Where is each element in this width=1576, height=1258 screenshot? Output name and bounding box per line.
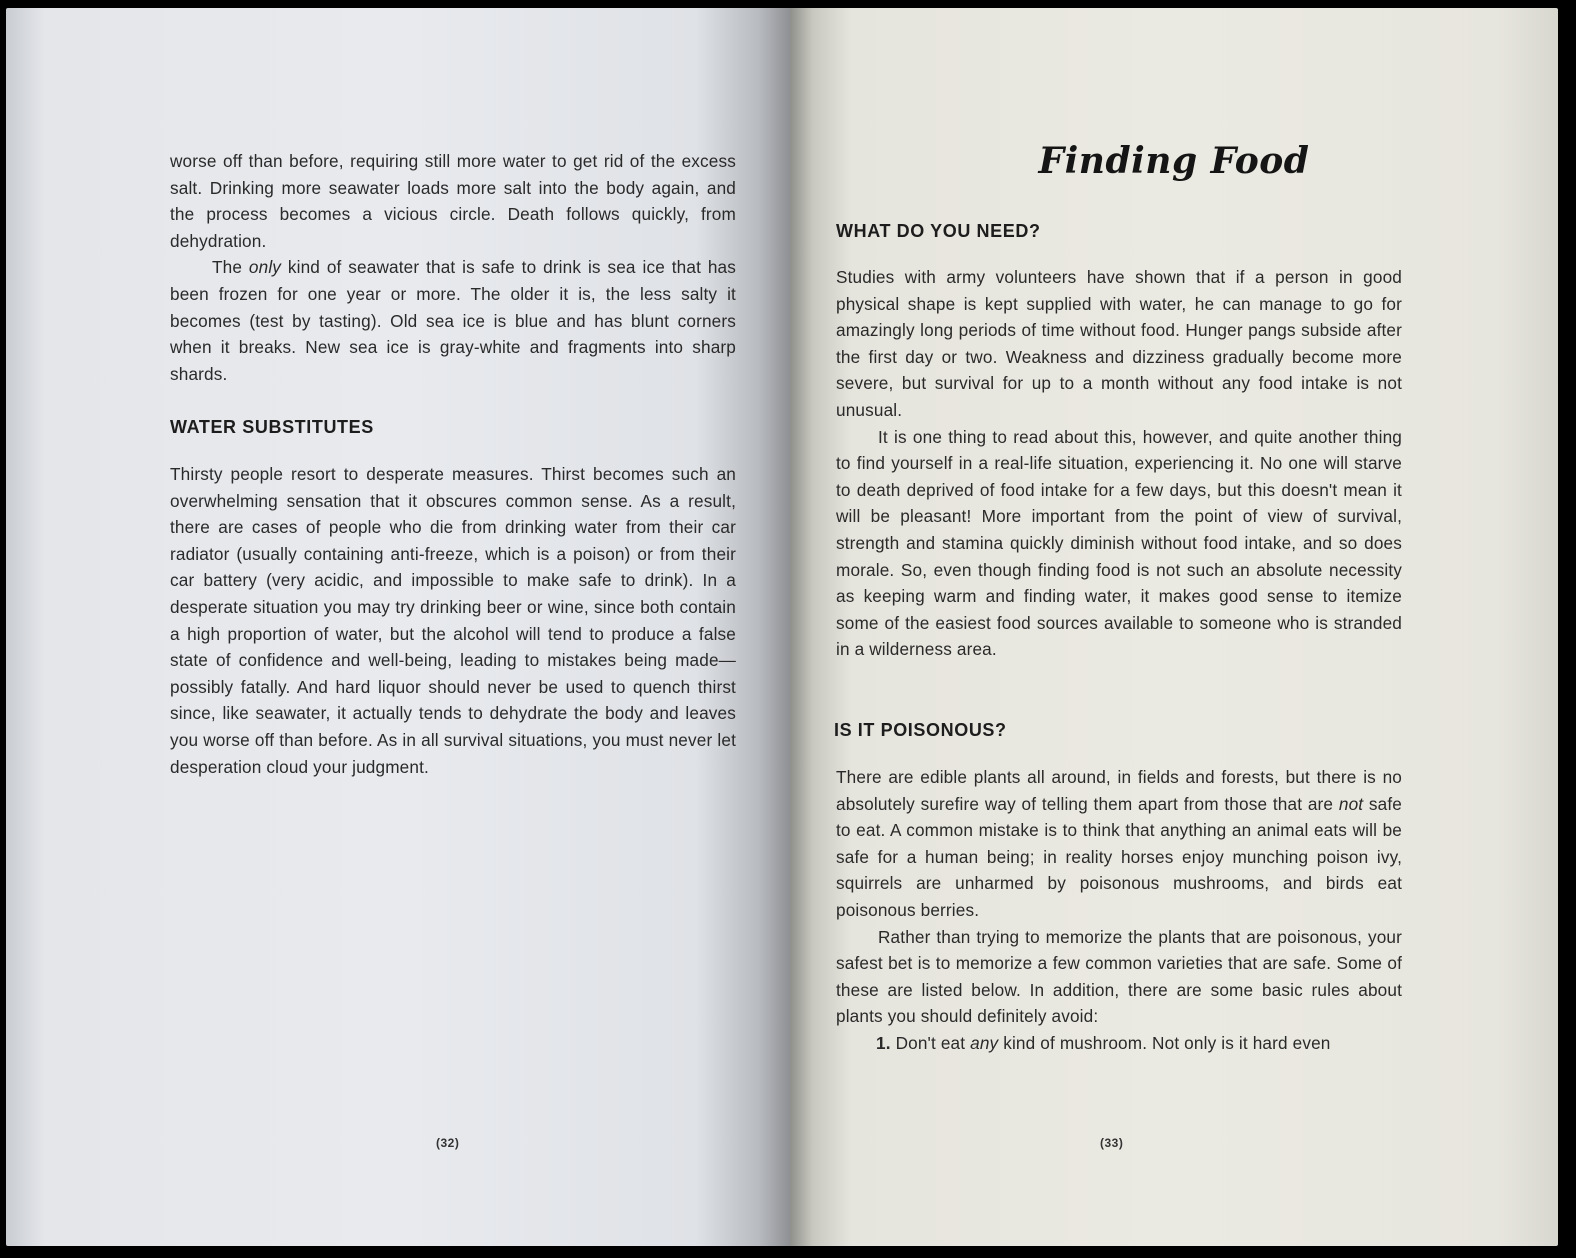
right-paragraph-3 xyxy=(836,764,1402,924)
heading-water-substitutes: WATER SUBSTITUTES xyxy=(170,417,374,437)
left-paragraph-2-end: kind of seawater that is safe to drink is sea ice that has been frozen for one year or more. The older it is, the less salty it becomes (test by tasting). Old sea ice is blue and has blunt corners when it breaks. New sea ice is gray-white and fragments into sharp shards. xyxy=(170,257,736,384)
right-paragraph-2: It is one thing to read about this, however, and quite another thing to find yourself in a real-life situation, experiencing it. No one will starve to death deprived of food intake for a few days, but this doesn't mean it will be pleasant! More important from the point of view of survival, strength and stamina quickly diminish without food intake, and so does morale. So, even though finding food is not such an absolute necessity as keeping warm and finding water, it makes good sense to itemize some of the easiest food sources available to someone who is stranded in a wilderness area. xyxy=(836,426,1402,660)
left-paragraph-1: worse off than before, requiring still more water to get rid of the excess salt. Drinking more seawater loads more salt into the body again, and the process becomes a vicious circle. Death follows quickly, from dehydration. xyxy=(170,151,736,251)
heading-what-do-you-need: WHAT DO YOU NEED? xyxy=(836,221,1041,241)
right-page xyxy=(790,8,1558,1246)
right-page-text-2 xyxy=(836,764,1402,1057)
left-paragraph-2 xyxy=(170,254,736,387)
right-paragraph-3-end: safe to eat. A common mistake is to think that anything an animal eats will be safe for a human being; in reality horses enjoy munching poison ivy, squirrels are unharmed by poisonous mushrooms, and birds eat poisonous berries. xyxy=(836,793,1402,920)
list-item-text-end: kind of mushroom. Not only is it hard even xyxy=(998,1032,1331,1053)
left-page xyxy=(6,8,790,1246)
right-paragraph-1: Studies with army volunteers have shown that if a person in good physical shape is kept supplied with water, he can manage to go for amazingly long periods of time without food. Hunger pangs subside after the first day or two. Weakness and dizziness gradually become more severe, but survival for up to a month without any food intake is not unusual. xyxy=(836,267,1402,420)
left-page-text xyxy=(170,148,736,387)
right-page-text xyxy=(836,264,1402,663)
chapter-title: Finding Food xyxy=(1038,140,1310,182)
left-page-text-2 xyxy=(170,461,736,780)
list-item-text-start: Don't eat xyxy=(890,1032,971,1053)
page-number-right: (33) xyxy=(1100,1136,1124,1150)
left-paragraph-2-emphasis: only xyxy=(248,257,282,278)
right-paragraph-3-start: There are edible plants all around, in fields and forests, but there is no absolutely surefire way of telling them apart from those that are xyxy=(836,767,1402,814)
list-item-number: 1. xyxy=(876,1032,891,1053)
left-paragraph-3: Thirsty people resort to desperate measures. Thirst becomes such an overwhelming sensation that it obscures common sense. As a result, there are cases of people who die from drinking water from their car radiator (usually containing anti-freeze, which is a poison) or from their car battery (very acidic, and impossible to make safe to drink). In a desperate situation you may try drinking beer or wine, since both contain a high proportion of water, but the alcohol will tend to produce a false state of confidence and well-being, leading to mistakes being made—possibly fatally. And hard liquor should never be used to quench thirst since, like seawater, it actually tends to dehydrate the body and leaves you worse off than before. As in all survival situations, you must never let desperation cloud your judgment. xyxy=(170,464,736,777)
list-item xyxy=(836,1030,1402,1057)
heading-is-it-poisonous: IS IT POISONOUS? xyxy=(834,720,1007,740)
right-paragraph-3-emphasis: not xyxy=(1338,793,1364,814)
right-paragraph-4: Rather than trying to memorize the plants that are poisonous, your safest bet is to memorize a few common varieties that are safe. Some of these are listed below. In addition, there are some basic rules about plants you should definitely avoid: xyxy=(836,926,1402,1027)
list-item-emphasis: any xyxy=(970,1032,999,1053)
page-number-left: (32) xyxy=(436,1136,460,1150)
left-paragraph-2-start: The xyxy=(212,257,249,278)
